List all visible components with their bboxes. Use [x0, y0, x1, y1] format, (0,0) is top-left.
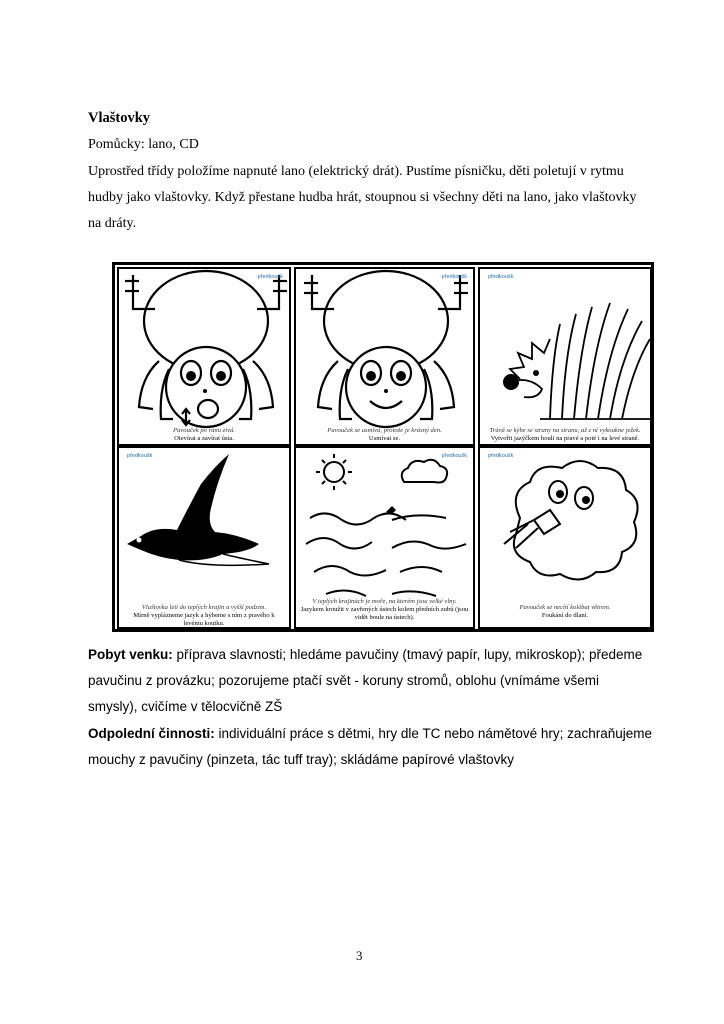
panel-swallow [117, 446, 291, 629]
caption-instruction: Foukání do dlaní. [541, 612, 589, 619]
swallow-illustration [119, 448, 291, 629]
caption-title: Trává se kýbe se strany na stranu, až z ní vykoukne ježek. [489, 427, 641, 434]
caption-title: Vlaštovka letí do teplých krajin a vyšší podzim. [141, 604, 267, 611]
body-line-3: na dráty. [88, 216, 137, 231]
afternoon-label: Odpolední činnosti: [88, 726, 215, 741]
outdoor-text-line-1: příprava slavnosti; hledáme pavučiny (tmavý papír, lupy, mikroskop); předeme [172, 647, 643, 662]
panel-caption [123, 427, 285, 443]
publisher-logo: předkoušk [441, 274, 467, 280]
afternoon-text-line-2: mouchy z pavučiny (pinzeta, tác tuff tray); skládáme papírové vlaštovky [88, 752, 514, 767]
caption-instruction: Jazykem kroužit v zavřených ústech kolem předních zubů (jsou vidět boule na ústech). [300, 606, 469, 621]
publisher-logo: předkoušk [441, 453, 467, 459]
panel-caption [300, 598, 469, 622]
caption-title: Pavouček se necítí kolébat větrem. [519, 604, 611, 611]
panel-caption [484, 427, 646, 443]
blowing-spider-illustration [480, 448, 652, 629]
panel-sea-waves [294, 446, 475, 629]
afternoon-text-line-1: individuální práce s dětmi, hry dle TC nebo námětové hry; zachraňujeme [214, 726, 652, 741]
page-number: 3 [356, 948, 363, 963]
publisher-logo: předkoušk [488, 274, 514, 280]
panel-caption [123, 604, 285, 628]
smiling-spider-illustration [296, 269, 475, 446]
panel-yawning-spider [117, 267, 291, 446]
caption-instruction: Usmívat se. [368, 435, 401, 442]
caption-title: V teplých krajinách je moře, na kterém jsou velké vlny. [312, 598, 457, 605]
caption-instruction: Otevírat a zavírat ústa. [174, 435, 234, 442]
panel-caption [484, 604, 646, 620]
body-line-2: hudby jako vlaštovky. Když přestane hudba hrát, stoupnou si všechny děti na lano, jako vlaštovky [88, 190, 637, 205]
body-line-1: Uprostřed třídy položíme napnuté lano (elektrický drát). Pustíme písničku, děti poletují v rytmu [88, 164, 624, 179]
tools-line: Pomůcky: lano, CD [88, 137, 199, 152]
afternoon-paragraph [88, 726, 652, 741]
publisher-logo: předkoušk [127, 453, 153, 459]
caption-title: Pavouček po ránu zívá. [173, 427, 235, 434]
caption-instruction: Mírně vyplázneme jazyk a hýbeme s ním z pravého k levému koutku. [133, 612, 275, 627]
yawning-spider-illustration [119, 269, 291, 446]
publisher-logo: předkoušk [488, 453, 514, 459]
hedgehog-illustration [480, 269, 652, 446]
caption-title: Pavouček se usmívá, protože je krásný den. [327, 427, 442, 434]
section-title: Vlaštovky [88, 110, 151, 126]
publisher-logo: předkoušk [257, 274, 283, 280]
outdoor-text-line-3: smysly), cvičíme v tělocvičně ZŠ [88, 699, 283, 714]
panel-smiling-spider [294, 267, 475, 446]
exercise-image-grid [112, 262, 654, 632]
panel-hedgehog [478, 267, 652, 446]
outdoor-paragraph [88, 647, 642, 662]
caption-instruction: Vytvořit jazýčkem bouli na pravé a poté i na levé straně. [490, 435, 640, 442]
outdoor-label: Pobyt venku: [88, 647, 173, 662]
panel-blowing-spider [478, 446, 652, 629]
panel-caption [300, 427, 469, 443]
outdoor-text-line-2: pavučinu z provázku; pozorujeme ptačí svět - koruny stromů, oblohu (vnímáme všemi [88, 673, 599, 688]
